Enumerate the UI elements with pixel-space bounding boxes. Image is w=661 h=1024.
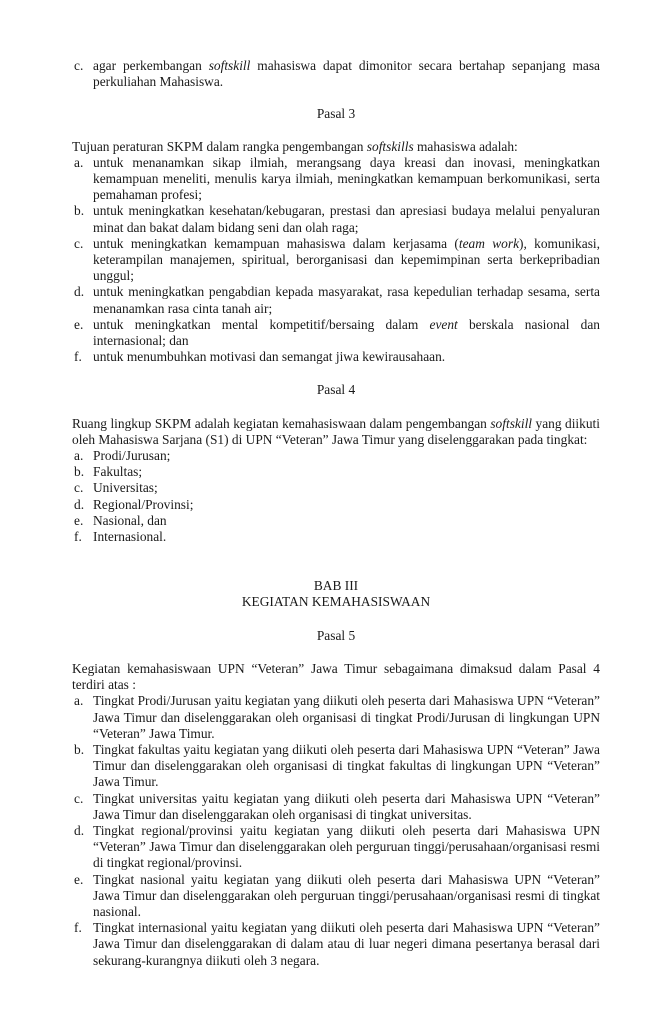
list-marker: a.	[74, 693, 84, 709]
intro-text-italic: softskills	[366, 138, 414, 154]
item-text-italic: team work	[458, 235, 520, 251]
intro-text: mahasiswa adalah:	[413, 138, 518, 154]
list-marker: e.	[74, 512, 84, 528]
item-text: mahasiswa dapat dimonitor secara bertahap sepanjang masa perkuliahan Mahasiswa.	[93, 58, 600, 90]
item-text: Prodi/Jurusan;	[93, 448, 171, 464]
intro-text: Tujuan peraturan SKPM dalam rangka pengembangan	[72, 138, 367, 154]
list-marker: a.	[74, 448, 84, 464]
list-marker: c.	[74, 58, 84, 73]
pasal-5-item-b	[72, 742, 600, 791]
pasal-4-item-e	[72, 513, 600, 529]
list-marker: d.	[74, 496, 85, 512]
pasal-3-item-b	[72, 203, 600, 235]
pasal-4-item-a	[72, 448, 600, 464]
item-text: Tingkat nasional yaitu kegiatan yang diikuti oleh peserta dari Mahasiswa UPN “Veteran” Jawa Timur dan diselenggarakan oleh perguruan tinggi/perusahaan/organisasi resmi di tingkat nasional.	[93, 871, 600, 919]
pasal-5-item-d	[72, 823, 600, 872]
item-text: untuk meningkatkan kesehatan/kebugaran, prestasi dan apresiasi budaya melalui penyaluran minat dan bakat dalam bidang seni dan olah raga;	[93, 203, 600, 235]
item-text-italic: softskill	[208, 58, 251, 73]
item-text: berskala nasional dan internasional; dan	[93, 316, 600, 349]
pasal-3-item-c	[72, 236, 600, 285]
item-text: untuk menanamkan sikap ilmiah, merangsang daya kreasi dan inovasi, meningkatkan kemampuan meneliti, menulis karya ilmiah, meningkatkan kemampuan berkomunikasi, serta pemahaman profesi;	[93, 154, 600, 203]
pasal-5-heading: Pasal 5	[316, 627, 356, 643]
list-marker: b.	[74, 741, 85, 757]
pasal-4-item-f	[72, 529, 600, 545]
pasal-5-item-e	[72, 872, 600, 921]
list-item-softskill-monitoring	[72, 58, 600, 90]
list-marker: e.	[74, 871, 84, 887]
pasal-5-item-a	[72, 693, 600, 742]
list-marker: c.	[74, 480, 84, 496]
item-text: Tingkat internasional yaitu kegiatan yang diikuti oleh peserta dari Mahasiswa UPN “Veteran” Jawa Timur dan diselenggarakan di dalam atau di luar negeri dimana pesertanya berasal dari sekurang-kurangnya diikuti oleh 3 negara.	[93, 920, 600, 968]
item-text: agar perkembangan	[93, 58, 209, 73]
item-text: untuk meningkatkan kemampuan mahasiswa dalam kerjasama (	[93, 235, 459, 251]
intro-text: Ruang lingkup SKPM adalah kegiatan kemahasiswaan dalam pengembangan	[72, 415, 491, 431]
pasal-3-item-e	[72, 317, 600, 349]
list-marker: d.	[74, 822, 85, 838]
pasal-3-item-d	[72, 284, 600, 316]
pasal-4-item-c	[72, 480, 600, 496]
pasal-3-item-a	[72, 155, 600, 204]
item-text: Tingkat Prodi/Jurusan yaitu kegiatan yang diikuti oleh peserta dari Mahasiswa UPN “Veteran” Jawa Timur dan diselenggarakan oleh organisasi di tingkat Prodi/Jurusan di lingkungan UPN “Veteran” Jawa Timur.	[93, 693, 600, 741]
item-text: untuk meningkatkan mental kompetitif/bersaing dalam	[93, 316, 430, 332]
pasal-3-intro	[72, 139, 600, 155]
item-text: Fakultas;	[93, 464, 143, 480]
item-text: Tingkat regional/provinsi yaitu kegiatan yang diikuti oleh peserta dari Mahasiswa UPN “Veteran” Jawa Timur dan diselenggarakan oleh perguruan tinggi/perusahaan/organisasi resmi di tingkat regional/provinsi.	[93, 822, 600, 871]
document-page	[72, 58, 600, 969]
list-marker: f.	[74, 920, 82, 936]
pasal-3-heading: Pasal 3	[316, 106, 356, 122]
item-text: Internasional.	[93, 529, 167, 545]
pasal-4-item-b	[72, 464, 600, 480]
pasal-5-item-f	[72, 920, 600, 969]
item-text: untuk meningkatkan pengabdian kepada masyarakat, rasa kepedulian terhadap sesama, serta menanamkan rasa cinta tanah air;	[93, 284, 600, 316]
chapter-title: KEGIATAN KEMAHASISWAAN	[241, 594, 431, 610]
list-marker: d.	[74, 284, 85, 300]
item-text-italic: event	[429, 316, 458, 332]
item-text: Nasional, dan	[93, 512, 167, 528]
item-text: Tingkat fakultas yaitu kegiatan yang diikuti oleh peserta dari Mahasiswa UPN “Veteran” Jawa Timur dan diselenggarakan oleh organisasi di tingkat fakultas di lingkungan UPN “Veteran” Jawa Timur.	[93, 741, 600, 790]
pasal-5-intro: Kegiatan kemahasiswaan UPN “Veteran” Jawa Timur sebagaimana dimaksud dalam Pasal 4 terdiri atas :	[72, 660, 600, 693]
item-text: Tingkat universitas yaitu kegiatan yang diikuti oleh peserta dari Mahasiswa UPN “Veteran” Jawa Timur dan diselenggarakan oleh organisasi di tingkat universitas.	[93, 790, 600, 822]
list-marker: b.	[74, 203, 85, 219]
list-marker: c.	[74, 790, 84, 806]
pasal-4-intro	[72, 416, 600, 448]
list-marker: f.	[74, 349, 82, 365]
list-marker: a.	[74, 154, 84, 170]
chapter-number: BAB III	[313, 578, 359, 594]
list-marker: e.	[74, 316, 84, 332]
pasal-5-item-c	[72, 791, 600, 823]
list-marker: c.	[74, 235, 84, 251]
item-text: Universitas;	[93, 480, 158, 496]
item-text: ), komunikasi, keterampilan manajemen, spiritual, berorganisasi dan kepemimpinan serta berkepribadian unggul;	[93, 235, 600, 284]
pasal-4-item-d	[72, 497, 600, 513]
list-marker: f.	[74, 529, 82, 545]
list-marker: b.	[74, 464, 85, 480]
pasal-3-item-f	[72, 349, 600, 365]
item-text: untuk menumbuhkan motivasi dan semangat jiwa kewirausahaan.	[93, 349, 446, 365]
item-text: Regional/Provinsi;	[93, 496, 194, 512]
pasal-4-heading: Pasal 4	[316, 382, 356, 398]
intro-text: yang diikuti oleh Mahasiswa Sarjana (S1) di UPN “Veteran” Jawa Timur yang diselenggarakan pada tingkat:	[72, 415, 600, 447]
intro-text-italic: softskill	[490, 415, 533, 431]
